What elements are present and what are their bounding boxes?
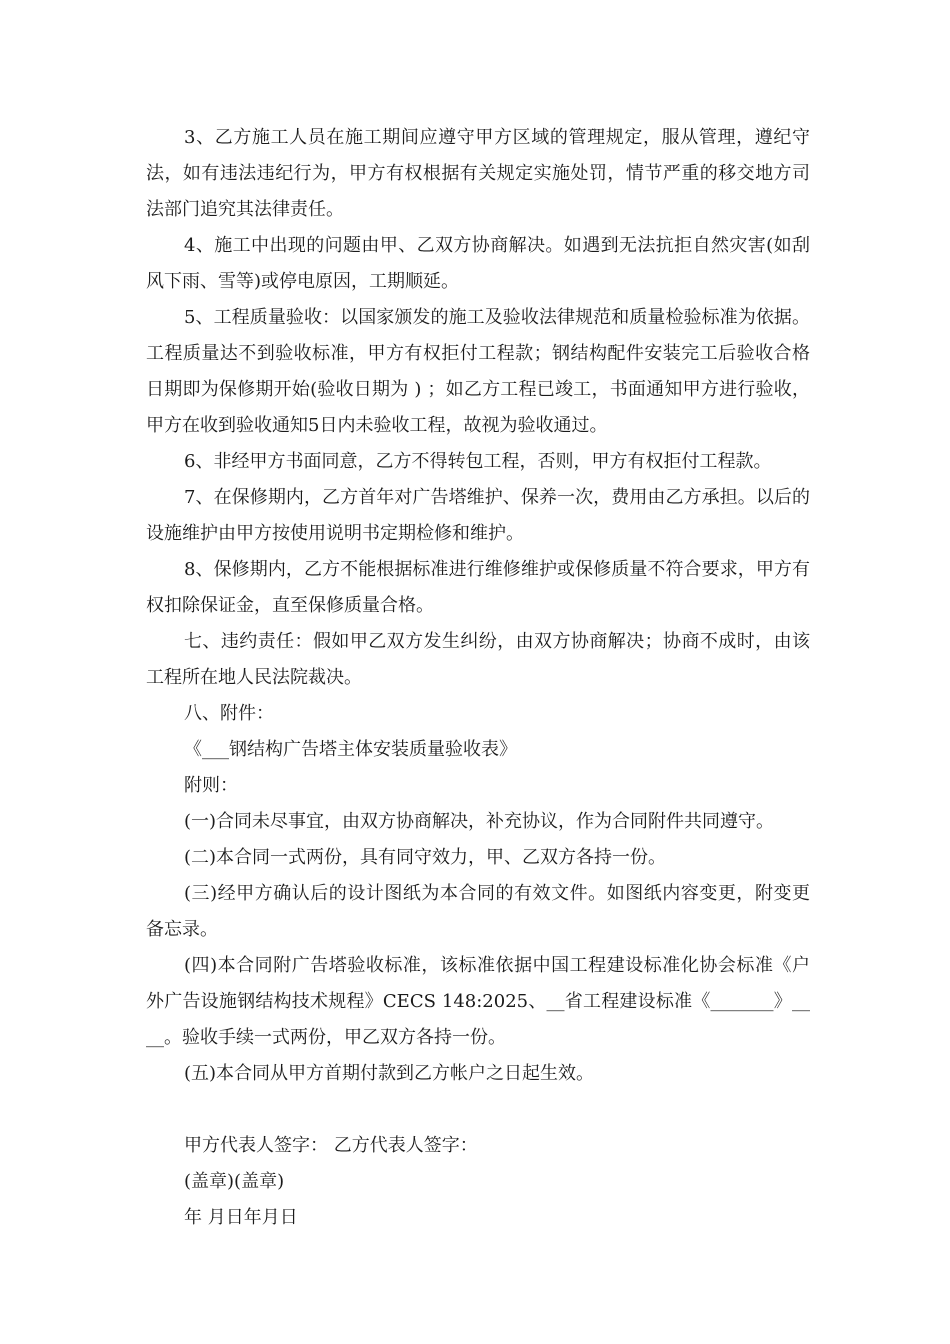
seal-line: (盖章)(盖章)	[184, 1171, 285, 1192]
clause-8: 8、保修期内，乙方不能根据标准进行维修维护或保修质量不符合要求，甲方有权扣除保证金，直至保修质量合格。	[146, 559, 810, 616]
clause-6: 6、非经甲方书面同意，乙方不得转包工程，否则，甲方有权拒付工程款。	[184, 451, 772, 472]
clause-4: 4、施工中出现的问题由甲、乙双方协商解决。如遇到无法抗拒自然灾害(如刮风下雨、雪等)或停电原因，工期顺延。	[146, 235, 810, 292]
date-line: 年 月日年月日	[184, 1207, 298, 1228]
attachment-title: 《___钢结构广告塔主体安装质量验收表》	[184, 739, 517, 760]
spacer	[146, 1092, 810, 1128]
supplementary-2: (二)本合同一式两份，具有同守效力，甲、乙双方各持一份。	[184, 847, 667, 868]
supplementary-5: (五)本合同从甲方首期付款到乙方帐户之日起生效。	[184, 1063, 595, 1084]
clause-7: 7、在保修期内，乙方首年对广告塔维护、保养一次，费用由乙方承担。以后的设施维护由甲方按使用说明书定期检修和维护。	[146, 487, 810, 544]
clause-3: 3、乙方施工人员在施工期间应遵守甲方区域的管理规定，服从管理，遵纪守法，如有违法违纪行为，甲方有权根据有关规定实施处罚，情节严重的移交地方司法部门追究其法律责任。	[146, 127, 810, 220]
clause-5: 5、工程质量验收：以国家颁发的施工及验收法律规范和质量检验标准为依据。工程质量达不到验收标准，甲方有权拒付工程款；钢结构配件安装完工后验收合格日期即为保修期开始(验收日期为 ) ；如乙方工程已竣工，书面通知甲方进行验收，甲方在收到验收通知5日内未验收工程，故视为验收通过。	[146, 307, 810, 436]
supplementary-heading: 附则：	[184, 775, 238, 796]
section-attachments: 八、附件：	[184, 703, 274, 724]
supplementary-1: (一)合同未尽事宜，由双方协商解决，补充协议，作为合同附件共同遵守。	[184, 811, 775, 832]
document-body	[146, 120, 810, 1236]
supplementary-4: (四)本合同附广告塔验收标准，该标准依据中国工程建设标准化协会标准《户外广告设施钢结构技术规程》CECS 148:2025、__省工程建设标准《_______》____。验收手续一式两份，甲乙双方各持一份。	[146, 955, 810, 1048]
supplementary-3: (三)经甲方确认后的设计图纸为本合同的有效文件。如图纸内容变更，附变更备忘录。	[146, 883, 810, 940]
signature-line: 甲方代表人签字： 乙方代表人签字：	[184, 1135, 478, 1156]
section-breach-liability: 七、违约责任：假如甲乙双方发生纠纷，由双方协商解决；协商不成时，由该工程所在地人民法院裁决。	[146, 631, 810, 688]
